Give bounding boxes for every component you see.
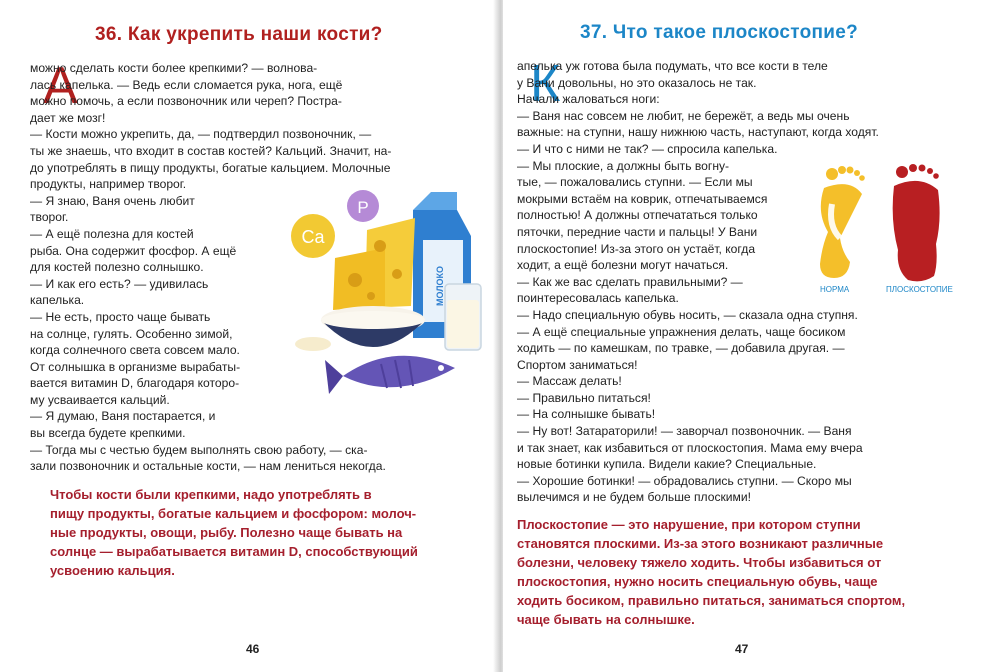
text-line: поинтересовалась капелька. — [517, 291, 679, 306]
text-line: — И как его есть? — удивилась — [30, 276, 209, 291]
text-line: Начали жаловаться ноги: — [517, 92, 660, 107]
text-line: творог. — [30, 210, 69, 225]
summary-line: плоскостопия, нужно носить специальную обувь, чаще — [517, 574, 878, 589]
text-line: и так знает, как избавиться от плоскостопия. Мама ему вчера — [517, 440, 863, 455]
text-line: рыба. Она содержит фосфор. А ещё — [30, 243, 237, 258]
flat-foot-label: ПЛОСКОСТОПИЕ — [886, 285, 953, 294]
normal-foot-label: НОРМА — [820, 285, 850, 294]
text-line: ты же знаешь, что входит в состав костей? Кальций. Значит, на- — [30, 143, 392, 158]
text-line: — Хорошие ботинки! — обрадовались ступни. — Скоро мы — [517, 473, 852, 488]
right-page-number: 47 — [735, 642, 749, 656]
left-page-title: 36. Как укрепить наши кости? — [95, 24, 383, 45]
text-line: можно помочь, а если позвоночник или череп? Постра- — [30, 94, 342, 109]
text-line: — Ну вот! Затараторили! — заворчал позвоночник. — Ваня — [517, 424, 852, 439]
text-line: — На солнышке бывать! — [517, 407, 656, 422]
text-line: когда солнечного света совсем мало. — [30, 343, 240, 358]
summary-line: болезни, человеку тяжело ходить. Чтобы избавиться от — [517, 555, 882, 570]
text-line: — Правильно питаться! — [517, 390, 651, 405]
phosphorus-badge-label: P — [357, 198, 369, 217]
text-line: — И что с ними не так? — спросила капелька. — [517, 141, 778, 156]
calcium-food-illustration — [285, 188, 490, 413]
right-page-title: 37. Что такое плоскостопие? — [580, 22, 859, 43]
footprints-illustration — [810, 160, 960, 300]
text-line: до употреблять в пищу продукты, богатые кальцием. Молочные — [30, 160, 391, 175]
left-drop-cap: А — [43, 57, 78, 115]
butter-dish-icon — [295, 337, 331, 351]
cheese-icon — [333, 218, 415, 310]
text-line: плоскостопие! Из-за этого он устаёт, когда — [517, 241, 756, 256]
summary-line: солнце — вырабатывается витамин D, способствующий — [50, 544, 418, 559]
summary-line: ные продукты, овощи, рыбу. Полезно чаще бывать на — [50, 525, 403, 540]
summary-line: Плоскостопие — это нарушение, при котором ступни — [517, 517, 861, 532]
summary-line: пищу продукты, богатые кальцием и фосфором: молоч- — [50, 506, 417, 521]
text-line: новые ботинки купила. Видели какие? Специальные. — [517, 457, 817, 472]
text-line: ходить — по камешкам, по травке, — добавила другая. — — [517, 341, 845, 356]
text-line: для костей полезно солнышко. — [30, 260, 204, 275]
text-line: дает же мозг! — [30, 110, 106, 125]
text-line: — А ещё полезна для костей — [30, 226, 194, 241]
text-line: капелька. — [30, 293, 85, 308]
text-line: тые, — пожаловались ступни. — Если мы — [517, 175, 753, 190]
text-line: лась капелька. — Ведь если сломается рука, нога, ещё — [30, 77, 343, 92]
text-line: — Как же вас сделать правильными? — — [517, 274, 743, 289]
summary-line: усвоению кальция. — [50, 563, 175, 578]
text-line: апелька уж готова была подумать, что все кости в теле — [517, 59, 828, 73]
left-summary — [50, 485, 418, 580]
right-page — [503, 0, 1000, 672]
summary-line: становятся плоскими. Из-за этого возникают различные — [517, 536, 884, 551]
text-line: вается витамин D, благодаря которо- — [30, 376, 240, 391]
text-line: можно сделать кости более крепкими? — волнова- — [30, 61, 318, 75]
text-line: зали позвоночник и остальные кости, — нам лениться некогда. — [30, 459, 386, 474]
text-line: — Кости можно укрепить, да, — подтвердил позвоночник, — — [30, 127, 372, 142]
milk-glass-icon — [445, 284, 481, 350]
flat-footprint-icon — [893, 164, 940, 281]
text-line: — Я знаю, Ваня очень любит — [30, 193, 195, 208]
text-line: важные: на ступни, нашу нижнюю часть, наступают, когда ходят. — [517, 125, 879, 140]
text-line: продукты, например творог. — [30, 177, 187, 192]
right-summary — [517, 515, 905, 629]
left-page-number: 46 — [246, 642, 260, 656]
fish-icon — [325, 356, 455, 394]
text-line: вы всегда будете крепкими. — [30, 426, 186, 441]
text-line: му усваивается кальций. — [30, 392, 170, 407]
summary-line: чаще бывать на солнышке. — [517, 612, 695, 627]
text-line: — Надо специальную обувь носить, — сказала одна ступня. — [517, 307, 858, 322]
text-line: — Не есть, просто чаще бывать — [30, 309, 211, 324]
carton-label: МОЛОКО — [435, 265, 445, 307]
text-line: у Вани довольны, но это оказалось не так. — [517, 75, 757, 90]
text-line: От солнышка в организме вырабаты- — [30, 359, 241, 374]
text-line: пяточки, передние части и пальцы! У Вани — [517, 224, 758, 239]
text-line: — Тогда мы с честью будем выполнять свою работу, — ска- — [30, 442, 368, 457]
text-line: — Ваня нас совсем не любит, не бережёт, а ведь мы очень — [517, 108, 850, 123]
text-line: вылечимся и не будем больше плоскими! — [517, 490, 751, 505]
right-drop-cap: К — [530, 55, 561, 113]
text-line: Спортом заниматься! — [517, 357, 638, 372]
calcium-badge-label: Ca — [301, 227, 325, 247]
text-line: — Я думаю, Ваня постарается, и — [30, 409, 216, 424]
normal-footprint-icon — [820, 166, 865, 278]
text-line: ходит, а ещё болезни могут начаться. — [517, 258, 729, 273]
text-line: — А ещё специальные упражнения делать, чаще босиком — [517, 324, 846, 339]
text-line: — Мы плоские, а должны быть вогну- — [517, 158, 730, 173]
text-line: мокрыми встаём на коврик, отпечатываемся — [517, 191, 768, 206]
summary-line: Чтобы кости были крепкими, надо употреблять в — [50, 487, 372, 502]
text-line: на солнце, гулять. Особенно зимой, — [30, 326, 233, 341]
cottage-cheese-bowl-icon — [321, 306, 425, 347]
text-line: полностью! А должны отпечататься только — [517, 208, 758, 223]
left-page — [0, 0, 497, 672]
text-line: — Массаж делать! — [517, 374, 622, 389]
summary-line: ходить босиком, правильно питаться, заниматься спортом, — [517, 593, 906, 608]
